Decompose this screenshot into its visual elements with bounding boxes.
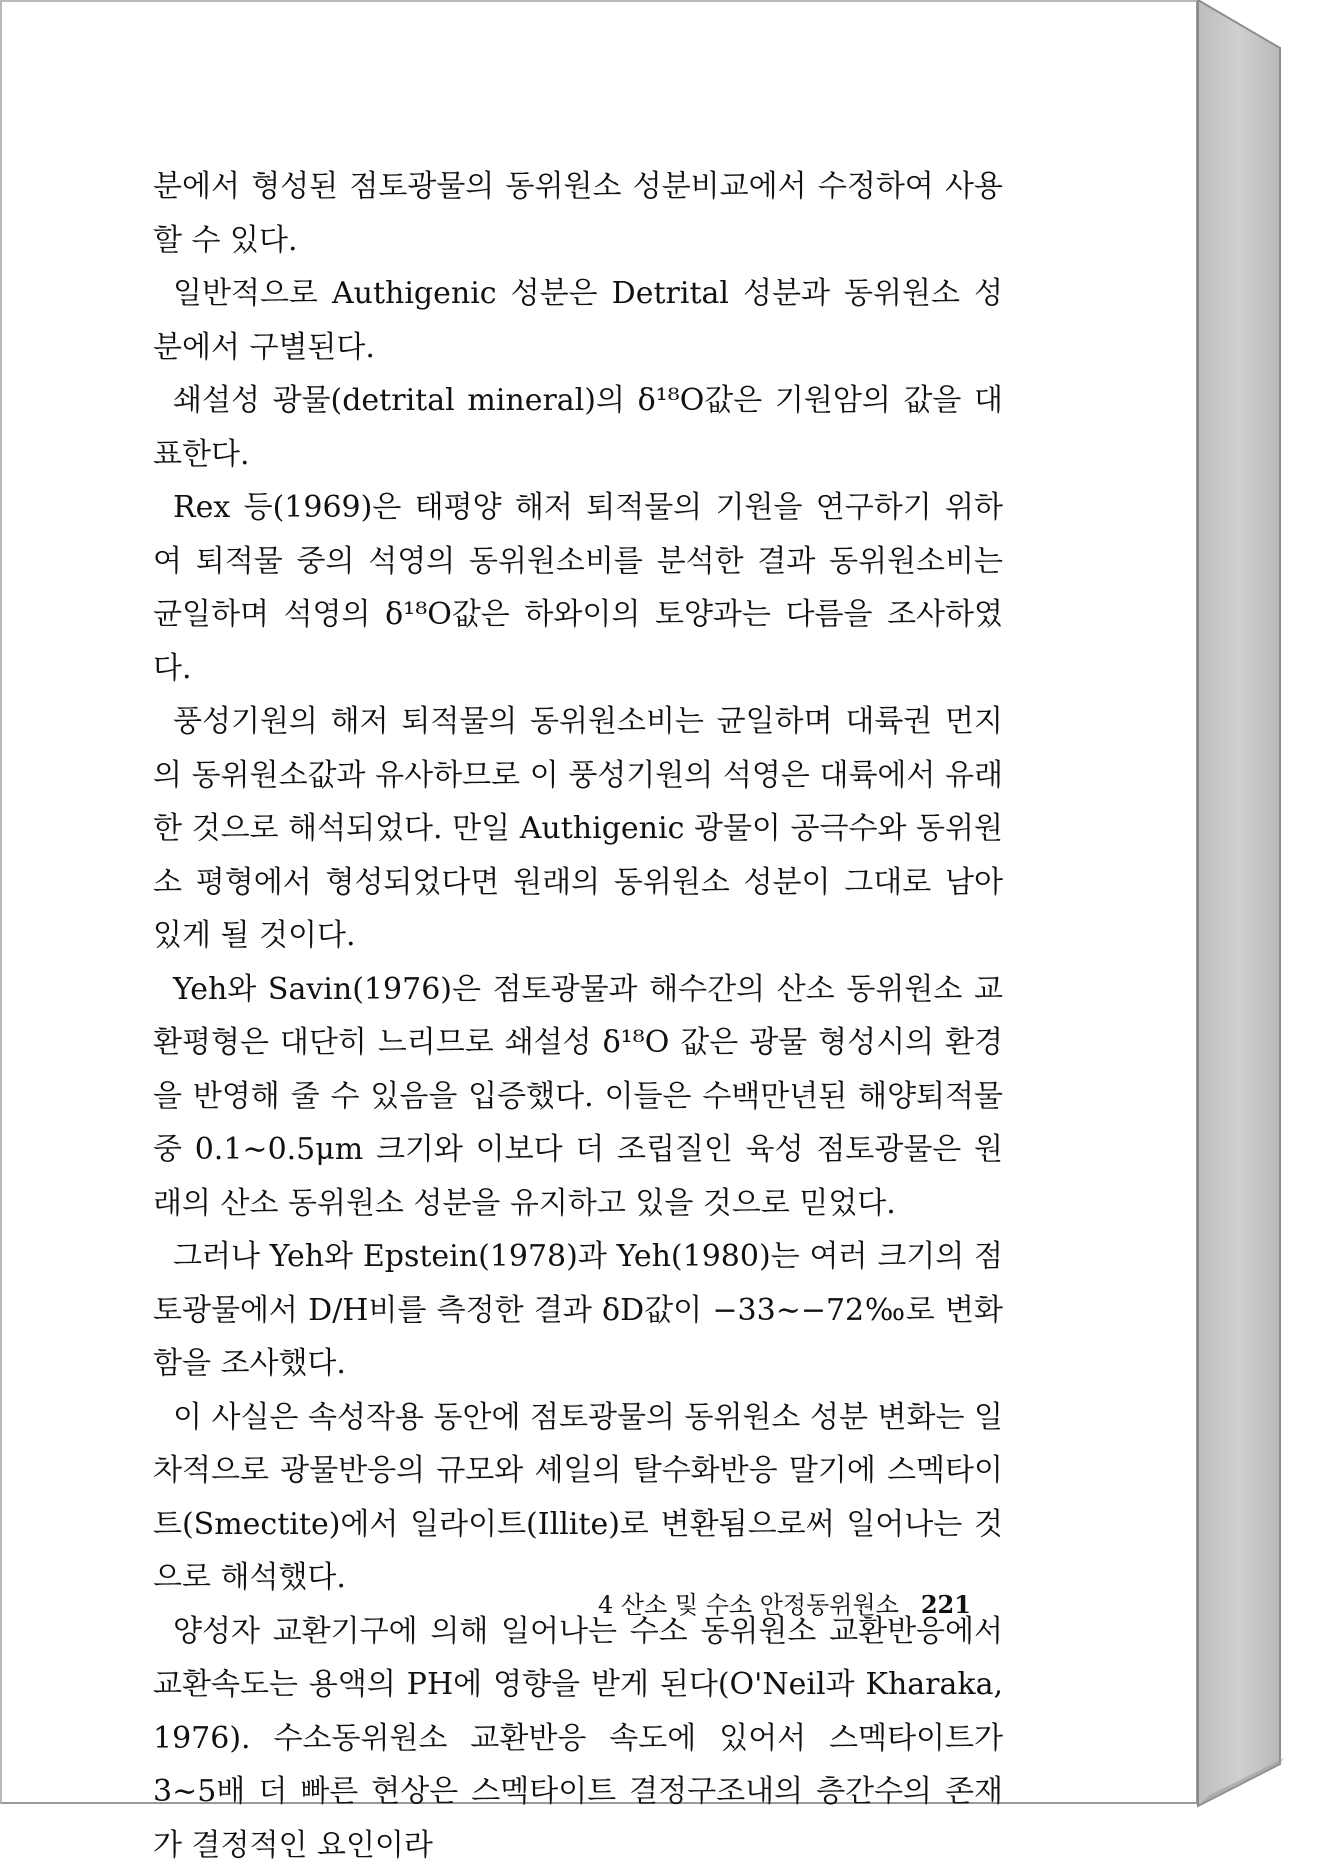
- paragraph-1: 분에서 형성된 점토광물의 동위원소 성분비교에서 수정하여 사용할 수 있다.: [153, 160, 1003, 267]
- running-head: 4 산소 및 수소 안정동위원소: [598, 1591, 899, 1619]
- paragraph-8: 이 사실은 속성작용 동안에 점토광물의 동위원소 성분 변화는 일차적으로 광물반응의 규모와 셰일의 탈수화반응 말기에 스멕타이트(Smectite)에서 일라이트(Illite)로 변환됨으로써 일어나는 것으로 해석했다.: [153, 1391, 1003, 1605]
- paragraph-4: Rex 등(1969)은 태평양 해저 퇴적물의 기원을 연구하기 위하여 퇴적물 중의 석영의 동위원소비를 분석한 결과 동위원소비는 균일하며 석영의 δ¹⁸O값은 하와이의 토양과는 다름을 조사하였다.: [153, 481, 1003, 695]
- paragraph-9: 양성자 교환기구에 의해 일어나는 수소 동위원소 교환반응에서 교환속도는 용액의 PH에 영향을 받게 된다(O'Neil과 Kharaka, 1976). 수소동위원소 교환반응 속도에 있어서 스멕타이트가 3∼5배 더 빠른 현상은 스멕타이트 결정구조내의 층간수의 존재가 결정적인 요인이라: [153, 1605, 1003, 1872]
- paragraph-3: 쇄설성 광물(detrital mineral)의 δ¹⁸O값은 기원암의 값을 대표한다.: [153, 374, 1003, 481]
- paragraph-6: Yeh와 Savin(1976)은 점토광물과 해수간의 산소 동위원소 교환평형은 대단히 느리므로 쇄설성 δ¹⁸O 값은 광물 형성시의 환경을 반영해 줄 수 있음을 입증했다. 이들은 수백만년된 해양퇴적물 중 0.1∼0.5μm 크기와 이보다 더 조립질인 육성 점토광물은 원래의 산소 동위원소 성분을 유지하고 있을 것으로 믿었다.: [153, 963, 1003, 1231]
- paragraph-7: 그러나 Yeh와 Epstein(1978)과 Yeh(1980)는 여러 크기의 점토광물에서 D/H비를 측정한 결과 δD값이 −33∼−72‰로 변화함을 조사했다.: [153, 1230, 1003, 1391]
- paragraph-5: 풍성기원의 해저 퇴적물의 동위원소비는 균일하며 대륙권 먼지의 동위원소값과 유사하므로 이 풍성기원의 석영은 대륙에서 유래한 것으로 해석되었다. 만일 Authigenic 광물이 공극수와 동위원소 평형에서 형성되었다면 원래의 동위원소 성분이 그대로 남아 있게 될 것이다.: [153, 695, 1003, 963]
- page-footer: [598, 1585, 971, 1620]
- paragraph-2: 일반적으로 Authigenic 성분은 Detrital 성분과 동위원소 성분에서 구별된다.: [153, 267, 1003, 374]
- page-number: 221: [921, 1590, 971, 1619]
